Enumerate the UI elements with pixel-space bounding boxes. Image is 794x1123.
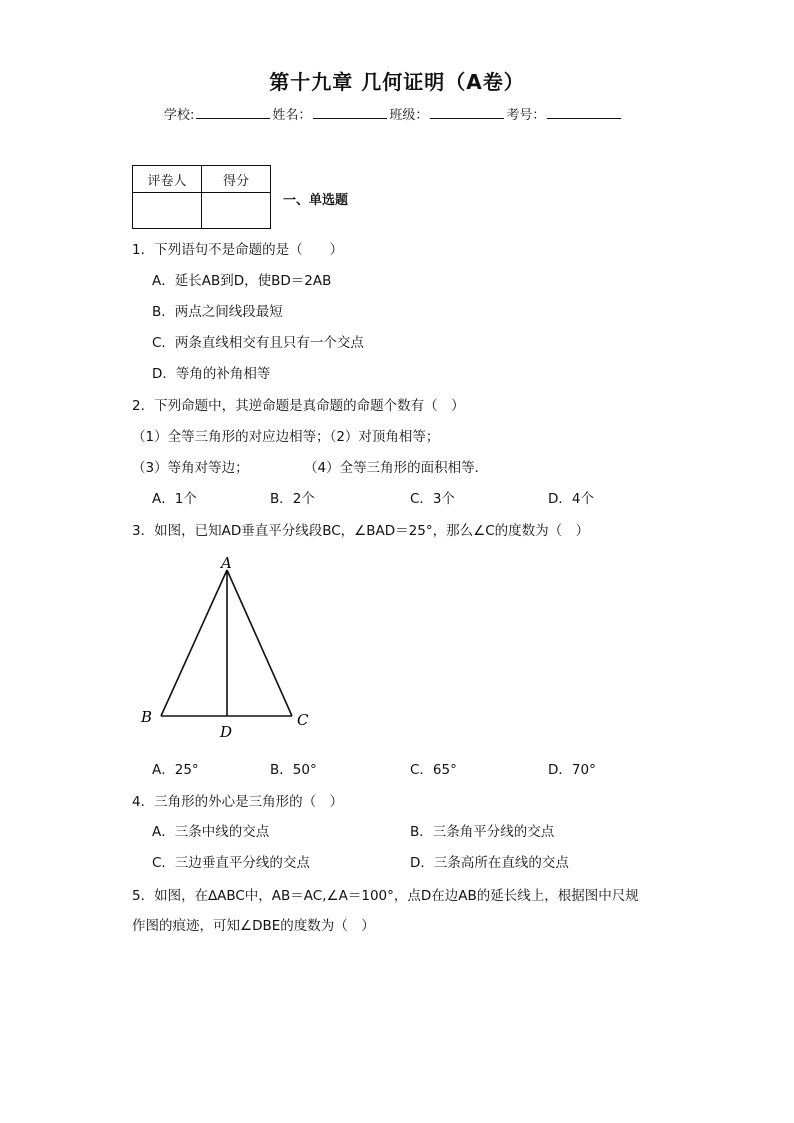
school-label: 学校: xyxy=(164,108,195,123)
q2-option-b[interactable]: B．2个 xyxy=(270,491,315,507)
q3-option-d[interactable]: D．70° xyxy=(548,762,596,778)
q4-option-b[interactable]: B．三条角平分线的交点 xyxy=(410,824,555,840)
q3-stem: 3．如图，已知AD垂直平分线段BC，∠BAD＝25°，那么∠C的度数为（ ） xyxy=(132,523,590,539)
page-title: 第十九章 几何证明（A卷） xyxy=(269,70,525,94)
school-blank[interactable] xyxy=(196,104,270,119)
point-label-d: D xyxy=(220,723,233,741)
q3-option-c[interactable]: C．65° xyxy=(410,762,457,778)
class-label: 班级： xyxy=(389,108,429,123)
side-ac xyxy=(227,570,292,716)
q4-option-c[interactable]: C．三边垂直平分线的交点 xyxy=(152,855,310,871)
q2-stem: 2．下列命题中，其逆命题是真命题的命题个数有（ ） xyxy=(132,398,465,414)
q4-stem: 4．三角形的外心是三角形的（ ） xyxy=(132,794,344,810)
q2-statement-4: （4）全等三角形的面积相等． xyxy=(304,460,489,476)
score-table xyxy=(132,165,271,229)
q1-option-c[interactable]: C．两条直线相交有且只有一个交点 xyxy=(152,335,364,351)
q1-option-b[interactable]: B．两点之间线段最短 xyxy=(152,304,283,320)
student-info-line xyxy=(164,104,623,123)
number-label: 考号： xyxy=(506,108,546,123)
vertex-label-a: A xyxy=(221,554,232,572)
class-blank[interactable] xyxy=(430,104,504,119)
number-blank[interactable] xyxy=(547,104,621,119)
name-label: 姓名： xyxy=(272,108,312,123)
name-blank[interactable] xyxy=(313,104,387,119)
q1-stem: 1．下列语句不是命题的是（ ） xyxy=(132,242,344,258)
section-heading: 一、单选题 xyxy=(283,193,349,208)
q1-option-a[interactable]: A．延长AB到D，使BD＝2AB xyxy=(152,273,332,289)
q2-statement-1-2: （1）全等三角形的对应边相等；（2）对顶角相等； xyxy=(132,429,440,445)
q3-option-b[interactable]: B．50° xyxy=(270,762,317,778)
grader-cell[interactable] xyxy=(133,193,202,229)
q3-option-a[interactable]: A．25° xyxy=(152,762,199,778)
q2-statement-3: （3）等角对等边； xyxy=(132,460,249,476)
q4-option-a[interactable]: A．三条中线的交点 xyxy=(152,824,270,840)
vertex-label-b: B xyxy=(141,708,153,726)
q2-option-d[interactable]: D．4个 xyxy=(548,491,594,507)
side-ab xyxy=(161,570,227,716)
q4-option-d[interactable]: D．三条高所在直线的交点 xyxy=(410,855,569,871)
q2-option-c[interactable]: C．3个 xyxy=(410,491,456,507)
score-header: 得分 xyxy=(202,166,271,193)
vertex-label-c: C xyxy=(297,711,309,729)
q5-stem-line-2: 作图的痕迹，可知∠DBE的度数为（ ） xyxy=(132,918,375,934)
q2-option-a[interactable]: A．1个 xyxy=(152,491,197,507)
q5-stem-line-1: 5．如图，在∆ABC中，AB＝AC,∠A＝100°，点D在边AB的延长线上，根据图中尺规 xyxy=(132,888,639,904)
score-cell[interactable] xyxy=(202,193,271,229)
grader-header: 评卷人 xyxy=(133,166,202,193)
q1-option-d[interactable]: D．等角的补角相等 xyxy=(152,366,271,382)
triangle-figure xyxy=(130,548,330,748)
